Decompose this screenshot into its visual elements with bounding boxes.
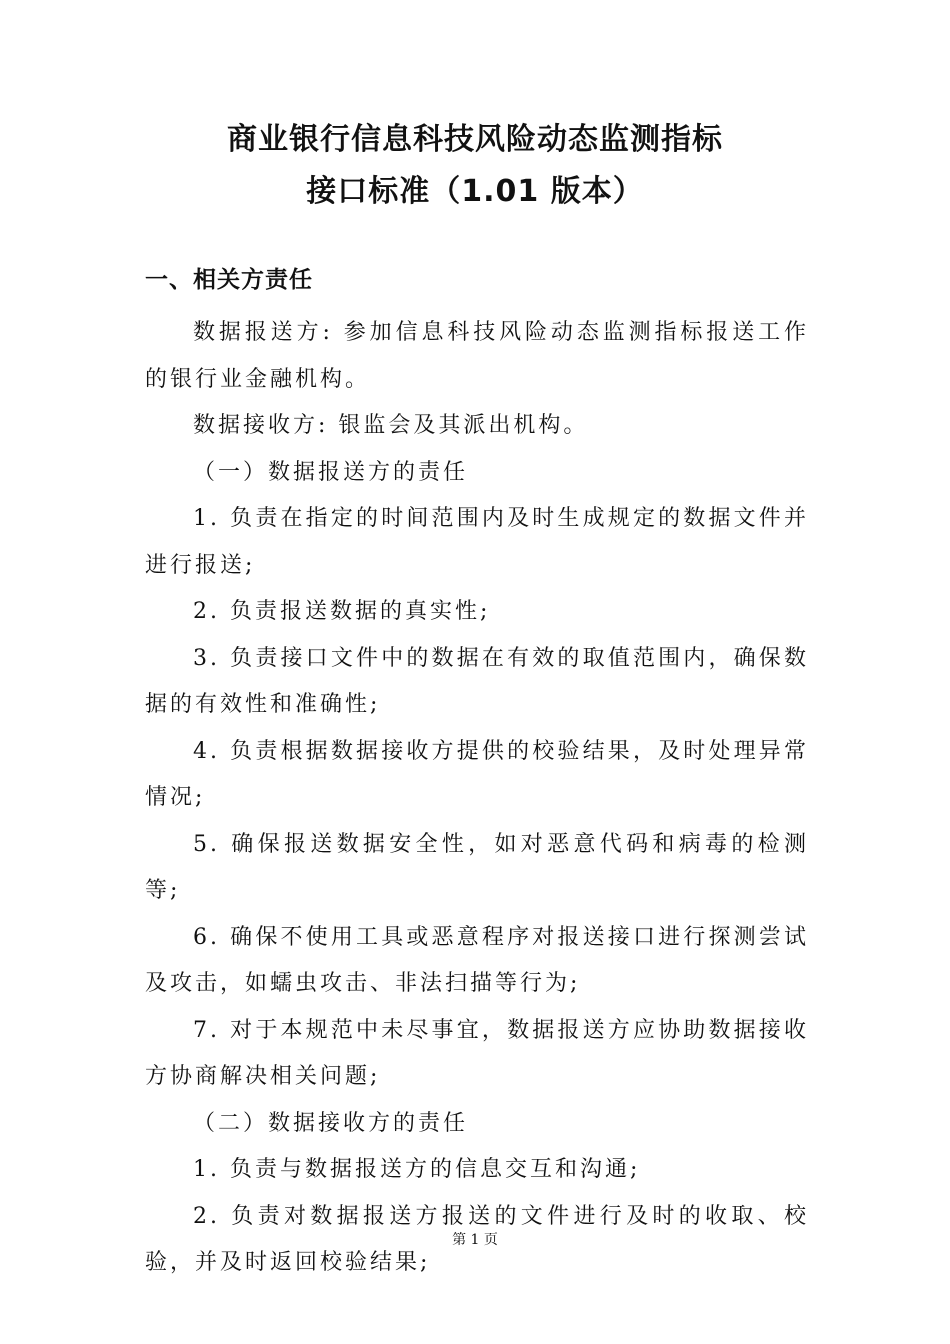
section-heading: 一、相关方责任	[145, 267, 313, 293]
paragraph: 数据报送方: 参加信息科技风险动态监测指标报送工作的银行业金融机构。	[145, 320, 809, 392]
document-title-line1: 商业银行信息科技风险动态监测指标	[227, 122, 723, 157]
document-title-line2: 接口标准（1.01 版本）	[306, 174, 644, 209]
subsection-heading: （二）数据接收方的责任	[193, 1110, 469, 1136]
list-item: 3. 负责接口文件中的数据在有效的取值范围内，确保数据的有效性和准确性;	[145, 645, 809, 717]
list-item: 2. 负责报送数据的真实性;	[193, 599, 491, 624]
list-item: 4. 负责根据数据接收方提供的校验结果，及时处理异常情况;	[145, 738, 809, 810]
document-body	[145, 310, 809, 1287]
list-item: 7. 对于本规范中未尽事宜，数据报送方应协助数据接收方协商解决相关问题;	[145, 1017, 809, 1089]
list-item: 1. 负责与数据报送方的信息交互和沟通;	[193, 1157, 641, 1182]
list-item: 2. 负责对数据报送方报送的文件进行及时的收取、校验，并及时返回校验结果;	[145, 1203, 809, 1275]
list-item: 6. 确保不使用工具或恶意程序对报送接口进行探测尝试及攻击，如蠕虫攻击、非法扫描等行为;	[145, 924, 809, 996]
list-item: 1. 负责在指定的时间范围内及时生成规定的数据文件并进行报送;	[145, 506, 809, 578]
list-item: 5. 确保报送数据安全性，如对恶意代码和病毒的检测等;	[145, 831, 809, 903]
paragraph: 数据接收方: 银监会及其派出机构。	[193, 413, 589, 438]
subsection-heading: （一）数据报送方的责任	[193, 459, 469, 485]
page-number: 第 1 页	[452, 1232, 498, 1248]
